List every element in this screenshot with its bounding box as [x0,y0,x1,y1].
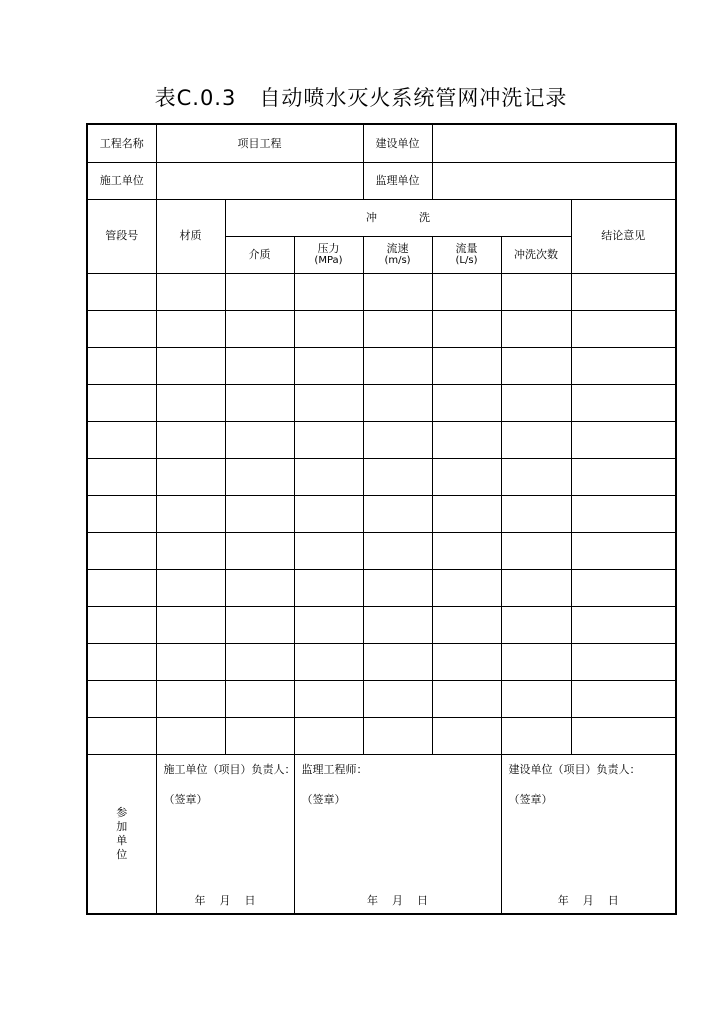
project-name-label: 工程名称 [87,124,156,162]
velocity-label: 流速 [386,241,409,255]
table-cell[interactable] [294,569,363,606]
signature-construction-label: 施工单位（项目）负责人： [163,762,296,776]
table-cell[interactable] [156,458,225,495]
velocity-unit: (m/s) [384,255,411,267]
flush-count-header: 冲洗次数 [501,236,571,273]
construction-unit-value[interactable] [156,162,363,199]
table-cell[interactable] [432,421,501,458]
table-cell[interactable] [501,606,571,643]
table-cell[interactable] [363,384,432,421]
table-cell[interactable] [571,680,676,717]
table-cell[interactable] [571,458,676,495]
table-cell[interactable] [501,421,571,458]
table-cell[interactable] [571,495,676,532]
table-cell[interactable] [294,532,363,569]
table-cell[interactable] [87,680,156,717]
pipe-section-header: 管段号 [87,199,156,273]
material-header: 材质 [156,199,225,273]
table-cell[interactable] [87,458,156,495]
table-cell[interactable] [501,458,571,495]
table-cell[interactable] [571,384,676,421]
flushing-record-table [86,123,677,915]
table-cell[interactable] [294,310,363,347]
supervision-unit-label: 监理单位 [363,162,432,199]
table-cell[interactable] [571,569,676,606]
table-cell[interactable] [571,310,676,347]
table-cell[interactable] [87,606,156,643]
table-cell[interactable] [501,347,571,384]
medium-header: 介质 [225,236,294,273]
velocity-header [363,236,432,273]
build-unit-value[interactable] [432,124,676,162]
table-cell[interactable] [571,717,676,754]
table-cell[interactable] [87,347,156,384]
table-cell[interactable] [501,643,571,680]
table-row [87,643,676,680]
signature-build-stamp: （签章） [508,792,553,806]
table-cell[interactable] [87,643,156,680]
table-cell[interactable] [432,310,501,347]
table-cell[interactable] [87,273,156,310]
build-unit-label: 建设单位 [363,124,432,162]
table-cell[interactable] [571,606,676,643]
table-cell[interactable] [87,717,156,754]
table-cell[interactable] [156,310,225,347]
table-cell[interactable] [432,273,501,310]
table-cell[interactable] [501,717,571,754]
construction-unit-label: 施工单位 [87,162,156,199]
table-cell[interactable] [363,310,432,347]
table-cell[interactable] [363,458,432,495]
table-cell[interactable] [432,458,501,495]
pressure-unit: (MPa) [314,255,343,267]
table-cell[interactable] [501,310,571,347]
table-cell[interactable] [363,717,432,754]
table-cell[interactable] [501,680,571,717]
supervision-unit-value[interactable] [432,162,676,199]
table-cell[interactable] [87,421,156,458]
table-cell[interactable] [156,495,225,532]
table-cell[interactable] [156,421,225,458]
table-cell[interactable] [571,273,676,310]
project-name-value[interactable]: 项目工程 [156,124,363,162]
table-cell[interactable] [363,680,432,717]
table-cell[interactable] [432,569,501,606]
table-cell[interactable] [363,347,432,384]
table-row [87,532,676,569]
table-cell[interactable] [225,532,294,569]
participants-char: 参 [116,806,128,820]
table-cell[interactable] [363,569,432,606]
table-row [87,495,676,532]
table-cell[interactable] [294,495,363,532]
table-cell[interactable] [432,532,501,569]
signature-build-date: 年 月 日 [557,893,619,907]
table-cell[interactable] [294,421,363,458]
table-cell[interactable] [225,384,294,421]
conclusion-header: 结论意见 [571,199,676,273]
table-cell[interactable] [156,717,225,754]
signature-supervision-stamp: （签章） [301,792,346,806]
table-cell[interactable] [87,310,156,347]
table-cell[interactable] [432,347,501,384]
flow-label: 流量 [455,241,478,255]
table-cell[interactable] [294,273,363,310]
table-cell[interactable] [87,532,156,569]
table-cell[interactable] [156,569,225,606]
table-cell[interactable] [87,495,156,532]
table-cell[interactable] [432,717,501,754]
flush-group-header: 冲 洗 [225,199,571,236]
table-cell[interactable] [363,606,432,643]
table-row [87,717,676,754]
table-cell[interactable] [501,569,571,606]
participants-label [88,806,156,861]
table-cell[interactable] [294,680,363,717]
table-cell[interactable] [571,643,676,680]
table-row [87,458,676,495]
signature-build[interactable] [501,754,676,914]
table-cell[interactable] [501,495,571,532]
table-cell[interactable] [294,347,363,384]
table-cell[interactable] [432,495,501,532]
table-cell[interactable] [225,310,294,347]
table-cell[interactable] [225,458,294,495]
data-rows [87,273,676,754]
table-row [87,680,676,717]
table-cell[interactable] [501,384,571,421]
table-cell[interactable] [363,643,432,680]
table-cell[interactable] [156,384,225,421]
flow-header [432,236,501,273]
table-cell[interactable] [156,606,225,643]
pressure-label: 压力 [317,241,340,255]
table-cell[interactable] [294,643,363,680]
table-cell[interactable] [156,680,225,717]
signature-build-label: 建设单位（项目）负责人： [508,762,641,776]
table-cell[interactable] [87,384,156,421]
signature-construction-date: 年 月 日 [194,893,256,907]
table-row [87,384,676,421]
table-cell[interactable] [363,273,432,310]
signature-construction[interactable] [156,754,294,914]
table-cell[interactable] [571,532,676,569]
table-cell[interactable] [156,273,225,310]
document-title: 表C.0.3 自动喷水灭火系统管网冲洗记录 [154,86,568,110]
table-row [87,273,676,310]
table-cell[interactable] [87,569,156,606]
signature-supervision[interactable] [294,754,501,914]
participants-char: 单 [116,833,128,847]
signature-construction-stamp: （签章） [163,792,208,806]
table-cell[interactable] [225,421,294,458]
table-cell[interactable] [225,569,294,606]
table-cell[interactable] [156,532,225,569]
table-cell[interactable] [363,532,432,569]
table-cell[interactable] [225,347,294,384]
table-cell[interactable] [156,643,225,680]
table-row [87,606,676,643]
table-cell[interactable] [432,606,501,643]
table-cell[interactable] [225,643,294,680]
table-cell[interactable] [501,273,571,310]
table-cell[interactable] [225,606,294,643]
table-cell[interactable] [225,680,294,717]
table-row [87,569,676,606]
participants-char: 加 [116,820,128,833]
table-cell[interactable] [571,347,676,384]
signature-supervision-date: 年 月 日 [367,893,428,907]
table-cell[interactable] [501,532,571,569]
table-row [87,347,676,384]
table-cell[interactable] [156,347,225,384]
table-row [87,421,676,458]
table-cell[interactable] [294,384,363,421]
table-cell[interactable] [363,421,432,458]
table-cell[interactable] [432,643,501,680]
table-cell[interactable] [225,495,294,532]
table-cell[interactable] [432,680,501,717]
table-row [87,310,676,347]
table-cell[interactable] [363,495,432,532]
pressure-header [294,236,363,273]
participants-cell [87,754,156,914]
participants-char: 位 [116,847,128,861]
table-cell[interactable] [294,717,363,754]
table-cell[interactable] [432,384,501,421]
flow-unit: (L/s) [455,255,478,267]
table-cell[interactable] [294,606,363,643]
signature-supervision-label: 监理工程师： [301,762,368,776]
table-cell[interactable] [225,717,294,754]
table-cell[interactable] [225,273,294,310]
table-cell[interactable] [571,421,676,458]
table-cell[interactable] [294,458,363,495]
